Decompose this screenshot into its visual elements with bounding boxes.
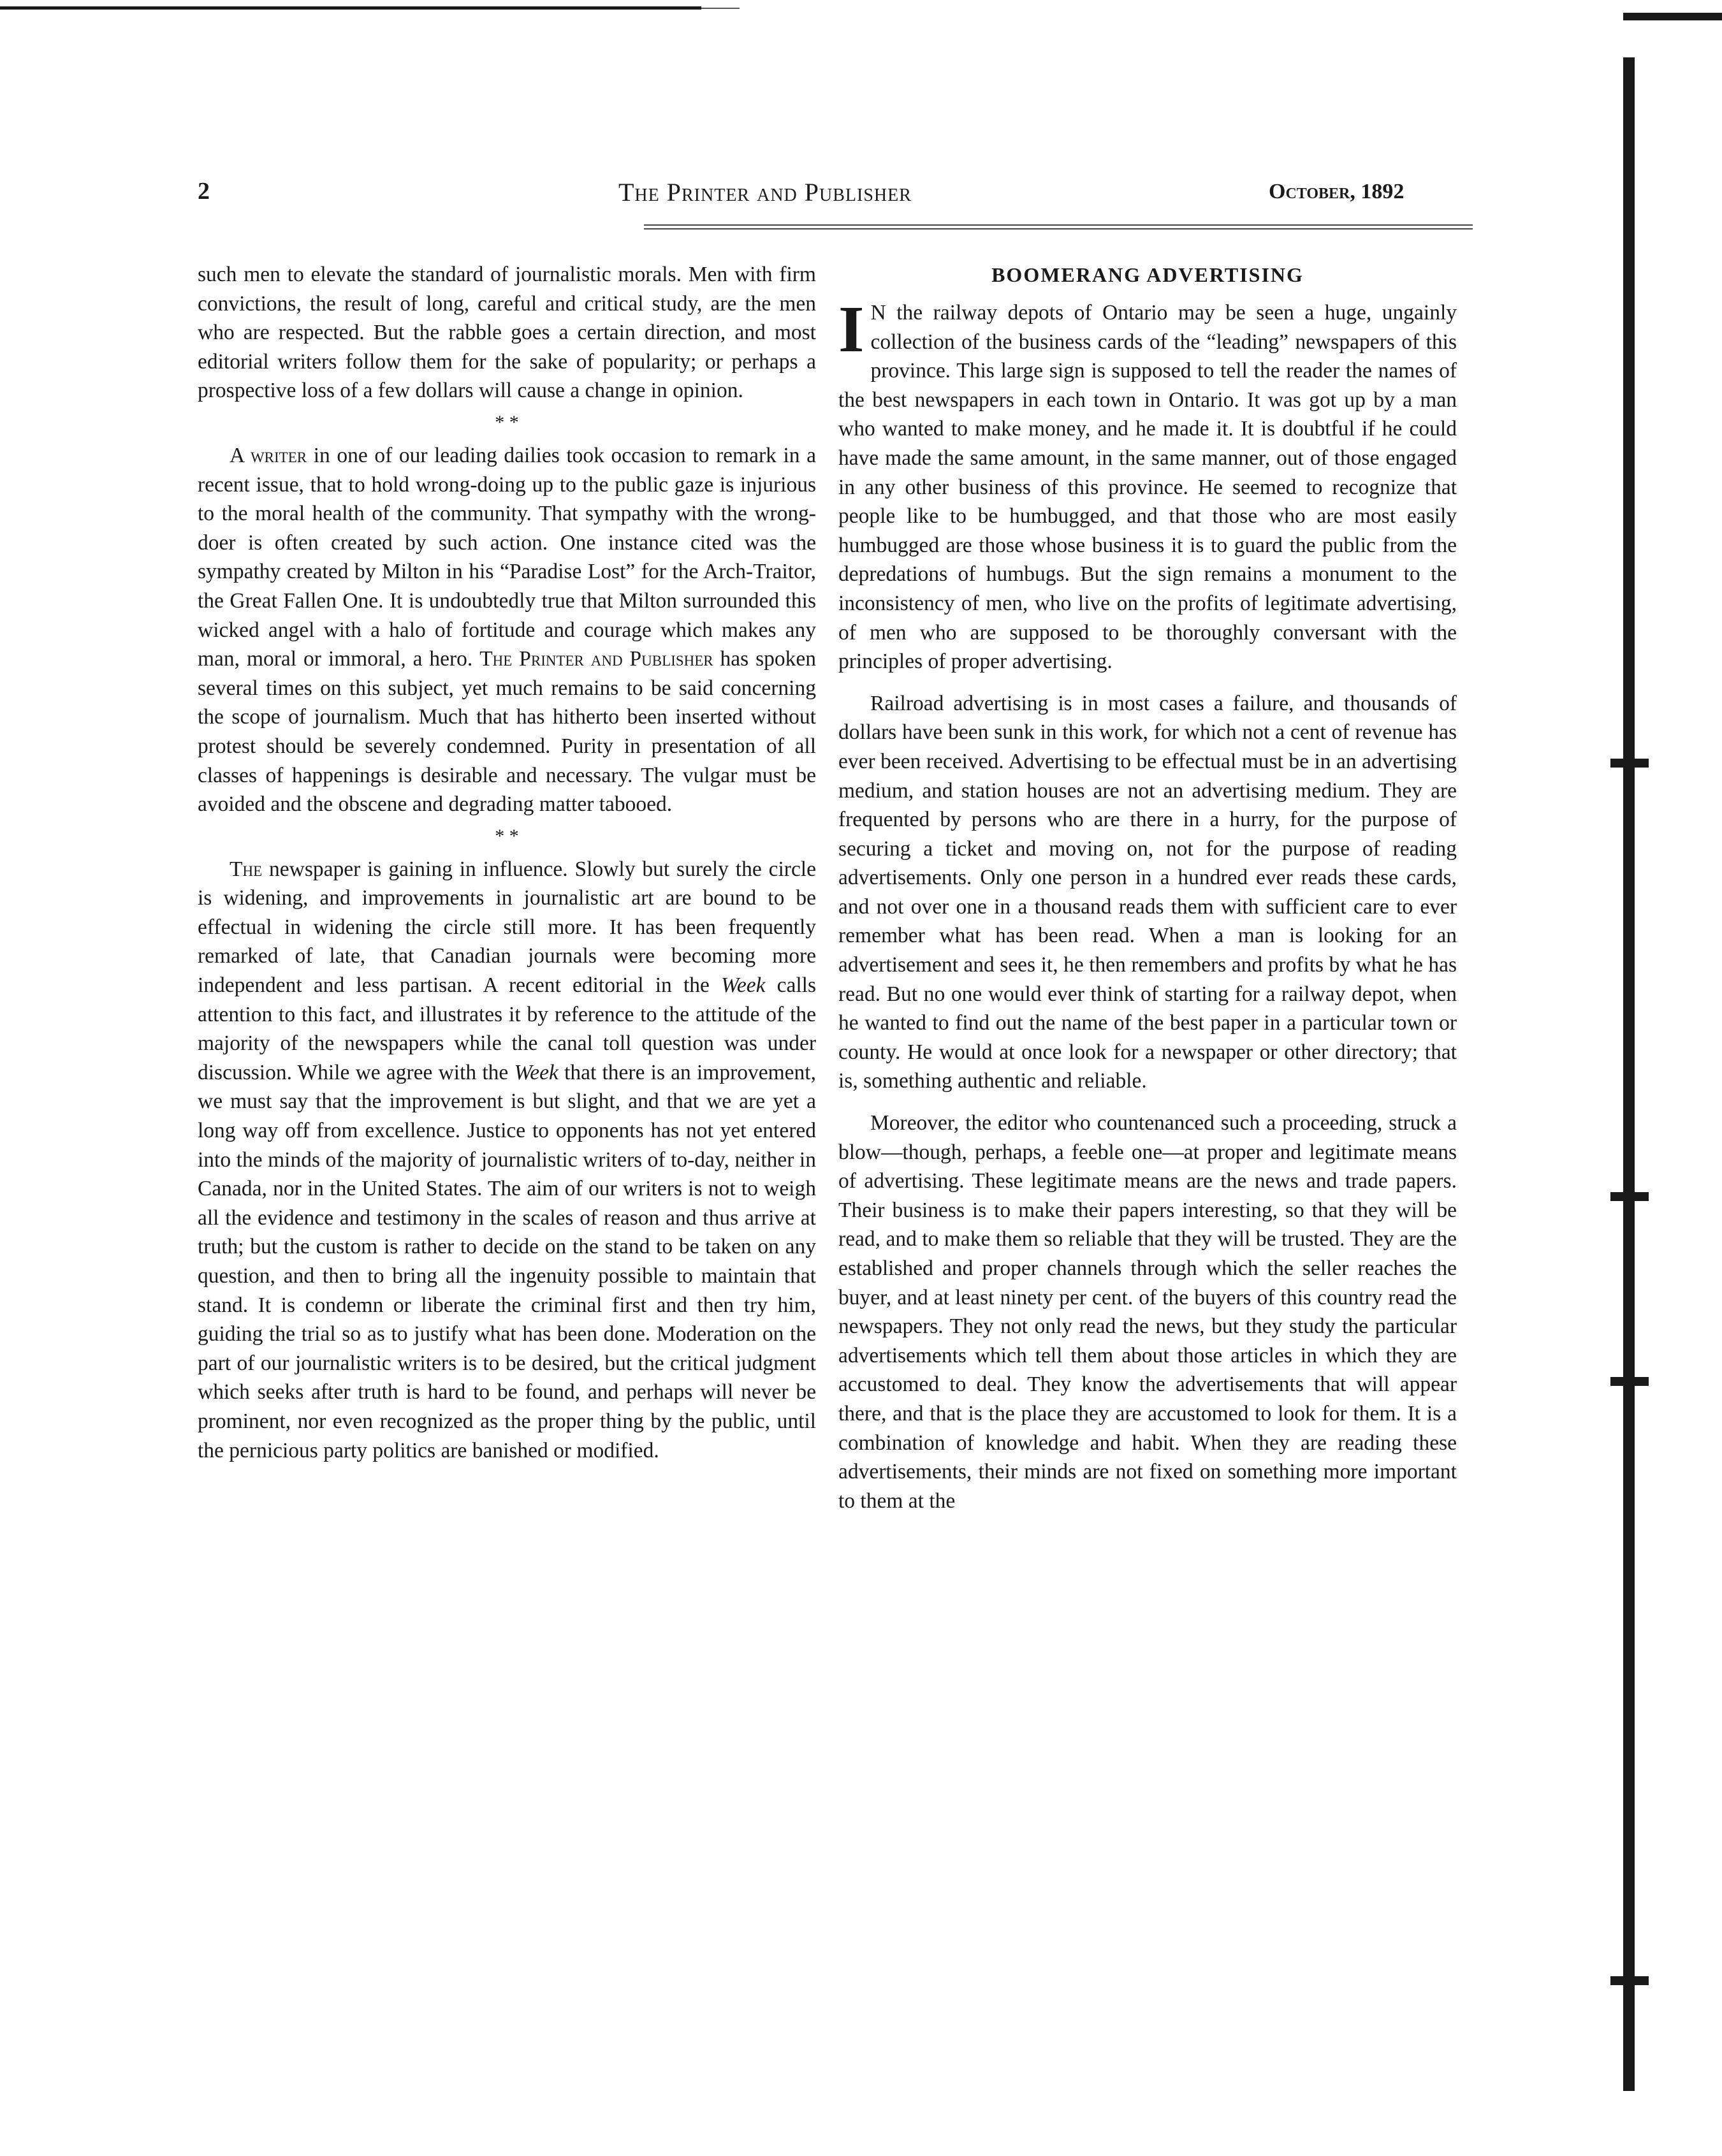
- paragraph-text: that there is an improvement, we must say that the improvement is but slight, and that we are yet a long way off from excellence. Justice to opponents has not yet entered into the minds of the majority of journalistic writers of to-day, neither in Canada, nor in the United States. The aim of our writers is not to weigh all the evidence and testimony in the scales of reason and thus arrive at truth; but the custom is rather to decide on the stand to be taken on any question, and then to bring all the ingenuity possible to maintain that stand. It is condemn or liberate the criminal first and then try him, guiding the trial so as to justify what has been done. Moderation on the part of our journalistic writers is to be desired, but the critical judgment which seeks after truth is hard to be found, and perhaps will never be prominent, nor even recognized as the proper thing by the public, until the pernicious party politics are banished or modified.: [198, 1060, 816, 1462]
- running-header: [198, 177, 1473, 215]
- paragraph: [838, 293, 1457, 676]
- asterism: * *: [495, 825, 519, 847]
- page-number: 2: [198, 178, 210, 205]
- paragraph-text: has spoken several times on this subject, yet much remains to be said concerning the scope of journalism. Much that has hitherto been inserted without protest should be severely condemned. Purity in presentation of all classes of happenings is desirable and necessary. The vulgar must be avoided and the obscene and degrading matter tabooed.: [198, 647, 816, 817]
- binding-bar-tick: [1610, 1192, 1649, 1201]
- publication-name: Week: [721, 973, 766, 998]
- left-column: [198, 260, 816, 1465]
- journal-name: The Printer and Publisher: [479, 647, 713, 671]
- issue-date: October, 1892: [1269, 180, 1405, 203]
- binding-bar-tick: [1610, 1377, 1649, 1386]
- top-rule-tail: [701, 8, 740, 9]
- header-rule: [644, 224, 1473, 229]
- paragraph: such men to elevate the standard of journalistic morals. Men with firm convictions, the result of long, careful and critical study, are the men who are respected. But the rabble goes a certain direction, and most editorial writers follow them for the sake of popularity; or perhaps a prospective loss of a few dollars will cause a change in opinion.: [198, 263, 816, 403]
- journal-title: The Printer and Publisher: [618, 178, 912, 207]
- paragraph-text: newspaper is gaining in influence. Slowly but surely the circle is widening, and improvements in journalistic art are bound to be effectual in widening the circle still more. It has been frequently remarked of late, that Canadian journals were becoming more independent and less partisan. A recent editorial in the: [198, 857, 816, 998]
- binding-bar-cap: [1623, 13, 1722, 20]
- publication-name: Week: [514, 1060, 558, 1084]
- article-title: BOOMERANG ADVERTISING: [991, 263, 1304, 286]
- paragraph-text: calls attention to this fact, and illustrates it by reference to the attitude of the majority of the newspapers while the canal toll question was under discussion. While we agree with the: [198, 973, 817, 1084]
- binding-bar: [1623, 57, 1635, 2091]
- paragraph: [198, 441, 816, 819]
- paragraph-text: N the railway depots of Ontario may be seen a huge, ungainly collection of the business cards of the “leading” newspapers of this province. This large sign is supposed to tell the reader the names of the best newspapers in each town in Ontario. It was got up by a man who wanted to make money, and he made it. It is doubtful if he could have made the same amount, in the same manner, out of those engaged in any other business of this province. He seemed to recognize that people like to be humbugged, and that those who are most easily humbugged are those whose business it is to guard the public from the depredations of humbugs. But the sign remains a monument to the inconsistency of men, who live on the profits of legitimate advertising, of men who are supposed to be thoroughly conversant with the principles of proper advertising.: [838, 301, 1457, 674]
- paragraph: [198, 855, 816, 1465]
- paragraph: Moreover, the editor who countenanced such a proceeding, struck a blow—though, perhaps, a feeble one—at proper and legitimate means of advertising. These legitimate means are the news and trade papers. Their business is to make their papers interesting, so that they will be read, and to make them so reliable that they will be trusted. They are the established and proper channels through which the seller reaches the buyer, and at least ninety per cent. of the buyers of this country read the newspapers. They not only read the news, but they study the particular advertisements which tell them about those articles in which they are accustomed to deal. They know the advertisements that will appear there, and that is the place they are accustomed to look for them. It is a combination of knowledge and habit. When they are reading these advertisements, their minds are not fixed on something more important to them at the: [838, 1111, 1457, 1513]
- drop-cap: I: [838, 293, 865, 366]
- top-rule: [0, 6, 701, 10]
- right-column: [838, 260, 1457, 1515]
- binding-bar-tick: [1610, 759, 1649, 768]
- paragraph-text: in one of our leading dailies took occasion to remark in a recent issue, that to hold wrong-doing up to the public gaze is injurious to the moral health of the community. That sympathy with the wrong-doer is often created by such action. One instance cited was the sympathy created by Milton in his “Paradise Lost” for the Arch-Traitor, the Great Fallen One. It is undoubtedly true that Milton surrounded this wicked angel with a halo of fortitude and courage which makes any man, moral or immoral, a hero.: [198, 443, 816, 671]
- binding-bar-tick: [1610, 1976, 1649, 1985]
- asterism: * *: [495, 411, 519, 433]
- lead-words: The: [230, 857, 263, 881]
- paragraph: Railroad advertising is in most cases a failure, and thousands of dollars have been sunk in this work, for which not a cent of revenue has ever been received. Advertising to be effectual must be in an advertising medium, and station houses are not an advertising medium. They are frequented by persons who are there in a hurry, for the purpose of securing a ticket and moving on, not for the purpose of reading advertisements. Only one person in a hundred ever reads these cards, and not over one in a thousand reads them with sufficient care to ever remember what has been read. When a man is looking for an advertisement and sees it, he then remembers and profits by what he has read. But no one would ever think of starting for a railway depot, when he wanted to find out the name of the best paper in a particular town or county. He would at once look for a newspaper or other directory; that is, something authentic and reliable.: [838, 691, 1457, 1093]
- lead-words: A writer: [230, 443, 307, 467]
